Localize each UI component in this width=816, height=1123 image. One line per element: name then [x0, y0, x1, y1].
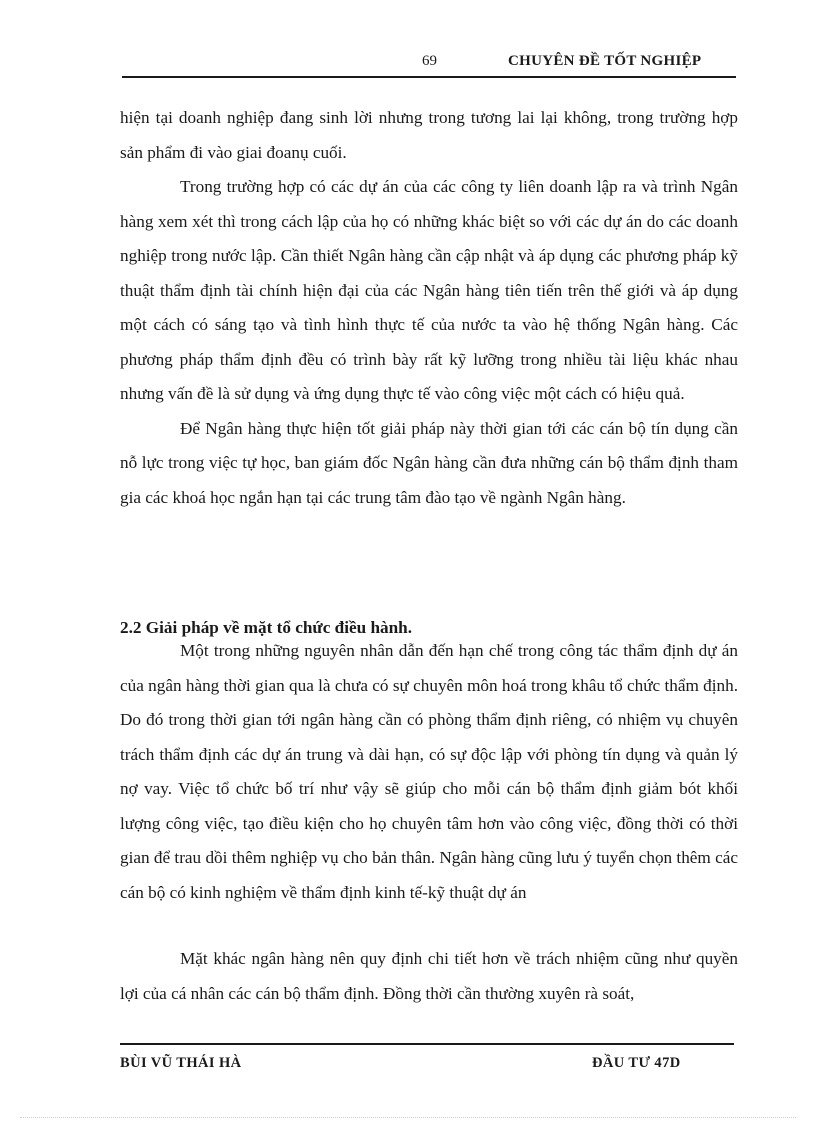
header-rule — [122, 76, 736, 78]
footer-class: ĐẦU TƯ 47D — [592, 1055, 681, 1071]
section-heading: 2.2 Giải pháp về mặt tổ chức điều hành. — [120, 618, 413, 637]
body-text — [120, 101, 738, 515]
page-bottom-border — [20, 1117, 796, 1118]
paragraph-continuation: hiện tại doanh nghiệp đang sinh lời nhưng trong tương lai lại không, trong trường hợp sản phẩm đi vào giai đoanụ cuối. — [120, 108, 738, 162]
page-number: 69 — [422, 53, 437, 69]
header-title: CHUYÊN ĐỀ TỐT NGHIỆP — [508, 53, 702, 69]
paragraph-responsibility: Mặt khác ngân hàng nên quy định chi tiết hơn về trách nhiệm cũng như quyền lợi của cá nhân các cán bộ thẩm định. Đồng thời cần thường xuyên rà soát, — [120, 949, 738, 1003]
paragraph-joint-venture: Trong trường hợp có các dự án của các công ty liên doanh lập ra và trình Ngân hàng xem xét thì trong cách lập của họ có những khác biệt so với các dự án do các doanh nghiệp trong nước lập. Cần thiết Ngân hàng cần cập nhật và áp dụng các phương pháp kỹ thuật thẩm định tài chính hiện đại của các Ngân hàng tiên tiến trên thế giới và áp dụng một cách có sáng tạo và tình hình thực tế của nước ta vào hệ thống Ngân hàng. Các phương pháp thẩm định đều có trình bày rất kỹ lưỡng trong nhiều tài liệu khác nhau nhưng vấn đề là sử dụng và ứng dụng thực tế vào công việc một cách có hiệu quả. — [120, 177, 738, 403]
section-body — [120, 634, 738, 910]
footer-rule — [120, 1043, 734, 1045]
page-header — [122, 50, 736, 76]
paragraph-training: Để Ngân hàng thực hiện tốt giải pháp này thời gian tới các cán bộ tín dụng cần nỗ lực trong việc tự học, ban giám đốc Ngân hàng cần đưa những cán bộ thẩm định tham gia các khoá học ngắn hạn tại các trung tâm đào tạo về ngành Ngân hàng. — [120, 418, 738, 507]
section-body-continued — [120, 942, 738, 1011]
paragraph-organization: Một trong những nguyên nhân dẫn đến hạn chế trong công tác thẩm định dự án của ngân hàng thời gian qua là chưa có sự chuyên môn hoá trong khâu tổ chức thẩm định. Do đó trong thời gian tới ngân hàng cần có phòng thẩm định riêng, có nhiệm vụ chuyên trách thẩm định các dự án trung và dài hạn, có sự độc lập với phòng tín dụng và quản lý nợ vay. Việc tổ chức bố trí như vậy sẽ giúp cho mỗi cán bộ thẩm định giảm bót khối lượng công việc, tạo điều kiện cho họ chuyên tâm hơn vào công việc, đồng thời có thời gian để trau dồi thêm nghiệp vụ cho bản thân. Ngân hàng cũng lưu ý tuyển chọn thêm các cán bộ có kinh nghiệm về thẩm định kinh tế-kỹ thuật dự án — [120, 641, 738, 902]
footer-author: BÙI VŨ THÁI HÀ — [120, 1055, 242, 1071]
